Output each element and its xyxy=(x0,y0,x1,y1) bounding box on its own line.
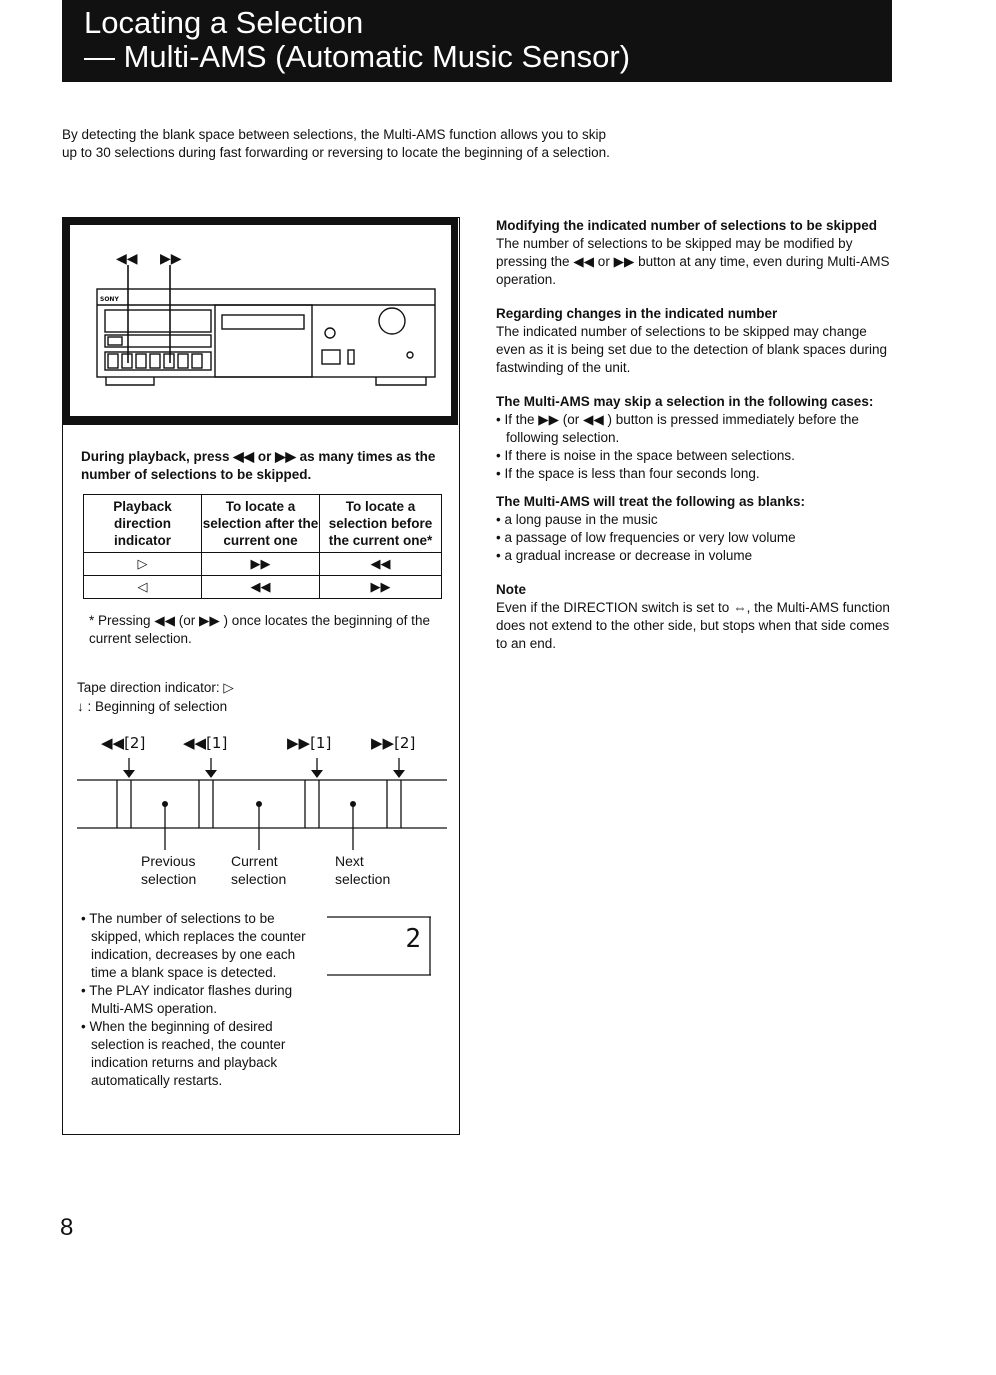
previous-label: Previous xyxy=(141,853,196,869)
brand-logo: SONY xyxy=(100,296,119,303)
list-item: • If the space is less than four seconds long. xyxy=(496,466,760,481)
section-heading: The Multi-AMS may skip a selection in the following cases: xyxy=(496,394,874,409)
table-cell: ▶▶ xyxy=(320,576,442,599)
right-column xyxy=(496,217,896,669)
device-forward-symbol: ▶▶ xyxy=(160,251,182,267)
section-skip-cases xyxy=(496,393,896,483)
list-item: • a gradual increase or decrease in volume xyxy=(496,548,753,563)
table-cell: ◀◀ xyxy=(202,576,320,599)
list-item: • a long pause in the music xyxy=(496,512,658,527)
counter-value: 2 xyxy=(405,924,421,954)
table-cell: ◀◀ xyxy=(320,553,442,576)
section-heading: Note xyxy=(496,582,526,597)
skip-label: ◀◀[1] xyxy=(183,734,228,752)
previous-label: selection xyxy=(141,871,197,887)
list-item: • a passage of low frequencies or very low volume xyxy=(496,530,796,545)
list-item: • The number of selections to be skipped, which replaces the counter indication, decreases by one each time a blank space is detected. xyxy=(81,911,306,980)
tape-position-diagram xyxy=(63,728,459,898)
section-heading: Regarding changes in the indicated number xyxy=(496,306,778,321)
current-label: selection xyxy=(231,871,287,887)
section-changes xyxy=(496,305,896,377)
section-heading: The Multi-AMS will treat the following as blanks: xyxy=(496,494,806,509)
current-label: Current xyxy=(231,853,278,869)
page-title: Locating a Selection xyxy=(84,5,364,40)
table-header: To locate a selection before the current one* xyxy=(320,495,442,553)
section-note xyxy=(496,581,896,653)
skip-label: ▶▶[2] xyxy=(371,734,416,752)
section-body: Even if the DIRECTION switch is set to ⇔, the Multi-AMS function does not extend to the other side, but stops when that side comes to an end. xyxy=(496,600,890,651)
table-cell: ◁ xyxy=(84,576,202,599)
next-label: selection xyxy=(335,871,391,887)
direction-table xyxy=(83,494,442,599)
next-label: Next xyxy=(335,853,364,869)
section-body: The number of selections to be skipped may be modified by pressing the ◀◀ or ▶▶ button at any time, even during Multi-AMS operation. xyxy=(496,236,890,287)
skip-label: ◀◀[2] xyxy=(101,734,146,752)
section-body: The indicated number of selections to be skipped may change even as it is being set due to the detection of blank spaces during fastwinding of the unit. xyxy=(496,324,888,375)
list-item: • If the ▶▶ (or ◀◀ ) button is pressed immediately before the following selection. xyxy=(496,412,859,445)
device-illustration xyxy=(63,218,458,425)
title-banner xyxy=(62,0,892,82)
table-cell: ▶▶ xyxy=(202,553,320,576)
section-blanks xyxy=(496,493,896,565)
footnote: * Pressing ◀◀ (or ▶▶ ) once locates the beginning of the current selection. xyxy=(89,613,430,646)
page-subtitle: — Multi-AMS (Automatic Music Sensor) xyxy=(84,39,631,74)
list-item: • The PLAY indicator flashes during Multi-AMS operation. xyxy=(81,983,293,1016)
tape-deck-drawing xyxy=(70,225,451,416)
table-header: Playback direction indicator xyxy=(84,495,202,553)
table-row xyxy=(84,553,442,576)
list-item: • When the beginning of desired selection is reached, the counter indication returns and playback automatically restarts. xyxy=(81,1019,286,1088)
device-rewind-symbol: ◀◀ xyxy=(116,251,138,267)
skip-label: ▶▶[1] xyxy=(287,734,332,752)
tape-direction-label: Tape direction indicator: ▷ xyxy=(77,680,234,695)
page-number: 8 xyxy=(60,1214,74,1241)
table-row xyxy=(84,576,442,599)
section-modifying xyxy=(496,217,896,289)
beginning-marker-label: ↓ : Beginning of selection xyxy=(77,699,228,714)
table-header: To locate a selection after the current one xyxy=(202,495,320,553)
table-cell: ▷ xyxy=(84,553,202,576)
instruction-panel xyxy=(62,217,460,1135)
list-item: • If there is noise in the space between selections. xyxy=(496,448,795,463)
counter-display xyxy=(327,916,431,976)
playback-instruction: During playback, press ◀◀ or ▶▶ as many times as the number of selections to be skipped. xyxy=(81,449,436,482)
section-heading: Modifying the indicated number of selections to be skipped xyxy=(496,218,878,233)
bullet-list xyxy=(81,910,321,1090)
intro-paragraph: By detecting the blank space between selections, the Multi-AMS function allows you to skip up to 30 selections during fast forwarding or reversing to locate the beginning of a selection. xyxy=(62,127,610,160)
